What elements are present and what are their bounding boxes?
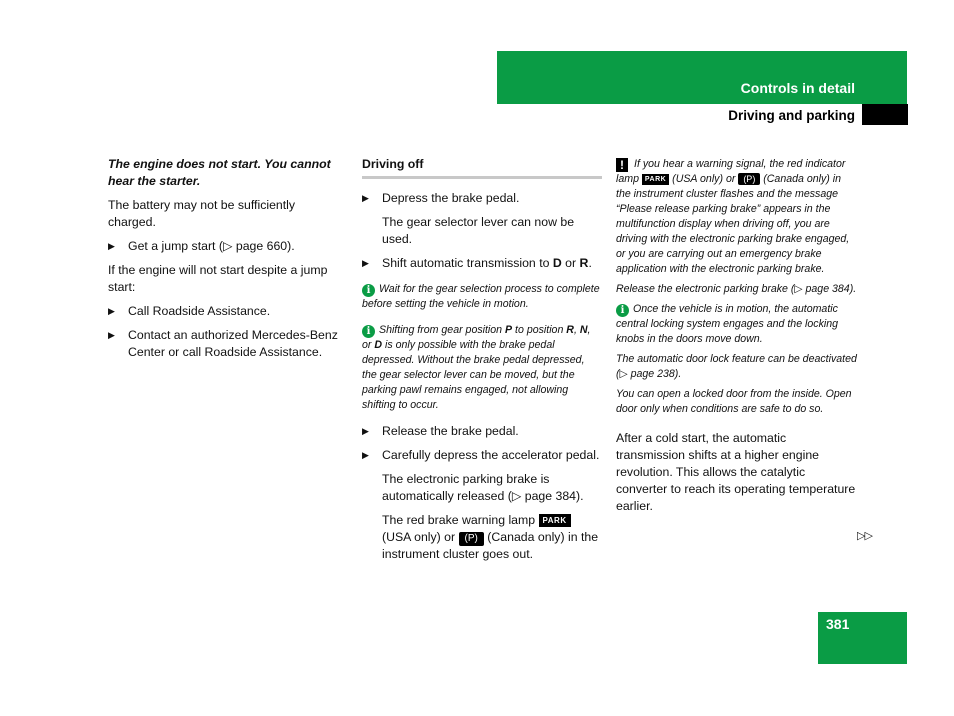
instruction-step: [108, 238, 346, 255]
info-icon: i: [616, 304, 629, 317]
warning-text: (Canada only) in the instrument cluster flashes and the message “Please release parking brake” appears in the multifunction display when driving off, you are driving with the electronic parking brake engaged, or you are carrying out an emergency brake application with the electronic parking brake.: [616, 173, 850, 275]
info-note: [362, 282, 602, 312]
result-text: [362, 512, 602, 563]
note-text: Wait for the gear selection process to complete before setting the vehicle in motion.: [362, 283, 600, 310]
step-text: Carefully depress the accelerator pedal.: [382, 448, 600, 462]
step-text: Get a jump start (▷ page 660).: [128, 239, 295, 253]
header-band: [497, 51, 907, 104]
park-lamp-icon: PARK: [539, 514, 571, 527]
column-2: [362, 156, 602, 563]
page-number: 381: [826, 616, 850, 632]
gear-p: P: [505, 324, 513, 336]
arrow-icon: ▶: [362, 426, 369, 436]
instruction-step: [108, 327, 346, 361]
gear-d: D: [374, 339, 383, 351]
note-text: is only possible with the brake pedal depressed. Without the brake pedal depressed, the gear selector lever can be moved, but the parking pawl remains engaged, not allowing shifting to occur.: [362, 339, 585, 411]
note-text: You can open a locked door from the inside. Open door only when conditions are safe to do so.: [616, 388, 852, 415]
info-note: [616, 302, 858, 347]
warning-text: If you hear a warning signal, the red indicator lamp: [616, 158, 846, 185]
result-text-part: The red brake warning lamp: [382, 513, 539, 527]
arrow-icon: ▶: [362, 450, 369, 460]
section-title: Controls in detail: [740, 80, 855, 96]
parking-brake-lamp-icon: (P): [459, 532, 484, 546]
instruction-step: [108, 303, 346, 320]
subsection-title: Driving and parking: [728, 108, 855, 123]
arrow-icon: ▶: [108, 241, 115, 251]
step-text-join: or: [561, 256, 580, 270]
warning-note-text: Release the electronic parking brake (▷ page 384).: [616, 283, 857, 295]
paragraph: After a cold start, the automatic transmission shifts at a higher engine revolution. This allows the catalytic converter to reach its operating temperature earlier.: [616, 431, 856, 513]
note-text: ,: [573, 324, 580, 336]
note-text: to position: [512, 324, 567, 336]
info-icon: i: [362, 284, 375, 297]
instruction-step: [362, 255, 602, 272]
result-text: The electronic parking brake is automatically released (▷ page 384).: [382, 472, 584, 503]
result-text-part: (USA only) or: [382, 530, 459, 544]
paragraph: The battery may not be sufficiently charged.: [108, 198, 296, 229]
section-heading: Driving off: [362, 156, 602, 179]
warning-text: (USA only) or: [669, 173, 739, 185]
park-lamp-icon: PARK: [642, 174, 669, 185]
step-text: Contact an authorized Mercedes-Benz Center or call Roadside Assistance.: [128, 328, 338, 359]
gear-n: N: [579, 324, 588, 336]
note-text: Once the vehicle is in motion, the automatic central locking system engages and the locking knobs in the doors move down.: [616, 303, 839, 345]
step-text: Release the brake pedal.: [382, 424, 519, 438]
arrow-icon: ▶: [108, 330, 115, 340]
column-1: [108, 156, 346, 361]
info-note: [362, 323, 602, 413]
gear-d: D: [552, 256, 562, 270]
warning-icon: !: [616, 158, 628, 172]
step-text: Call Roadside Assistance.: [128, 304, 271, 318]
result-text-part: (Canada only) in the instrument cluster goes out.: [382, 530, 599, 561]
info-icon: i: [362, 325, 375, 338]
column-heading: The engine does not start. You cannot hear the starter.: [108, 157, 331, 188]
arrow-icon: ▶: [108, 306, 115, 316]
paragraph: If the engine will not start despite a jump start:: [108, 263, 328, 294]
note-text: The automatic door lock feature can be deactivated (▷ page 238).: [616, 353, 857, 380]
gear-r: R: [566, 324, 574, 336]
instruction-step: [362, 423, 602, 440]
note-text: Shifting from gear position: [379, 324, 506, 336]
header-marker: [862, 104, 908, 125]
instruction-step: [362, 190, 602, 207]
note-text: , or: [362, 324, 591, 351]
gear-r: R: [579, 256, 589, 270]
step-text-end: .: [588, 256, 592, 270]
result-text: The gear selector lever can now be used.: [382, 215, 575, 246]
column-3: [616, 157, 858, 515]
step-text: Shift automatic transmission to: [382, 256, 553, 270]
continue-marker-icon: ▷▷: [857, 530, 872, 542]
parking-brake-lamp-icon: (P): [738, 173, 760, 185]
arrow-icon: ▶: [362, 258, 369, 268]
warning-note: [616, 157, 858, 277]
arrow-icon: ▶: [362, 193, 369, 203]
instruction-step: [362, 447, 602, 464]
step-text: Depress the brake pedal.: [382, 191, 520, 205]
